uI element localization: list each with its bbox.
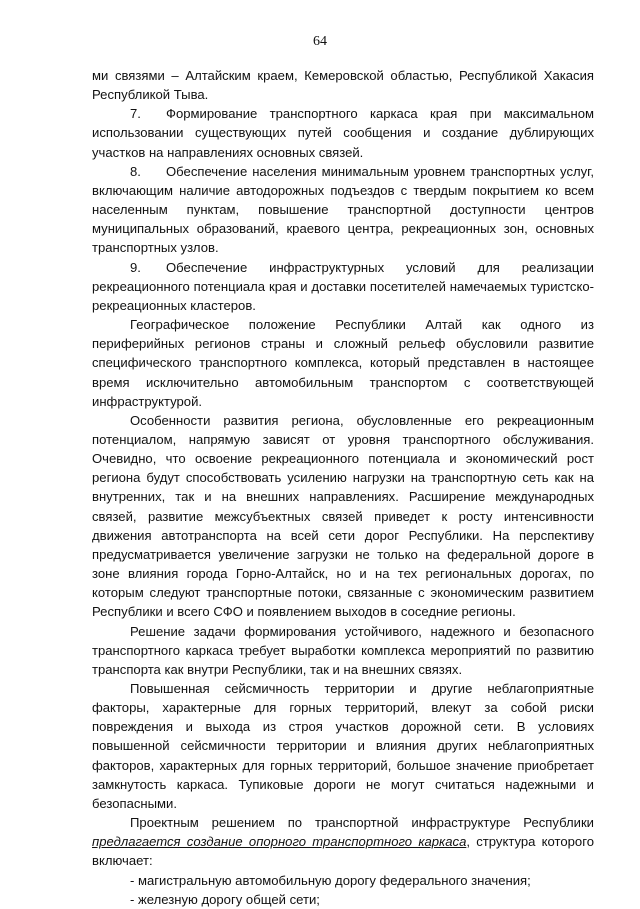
proposal-tail-text: , структура которого включает: (92, 834, 594, 869)
item-number: 7. (130, 106, 141, 122)
proposal-emphasis: предлагается создание опорного транспортного каркаса (92, 834, 467, 850)
item-text: Обеспечение населения минимальным уровнем транспортных услуг, включающим наличие автодорожных подъездов с твердым покрытием ко всем населенным пунктам, повышение транспортной доступности центров муниципальных образований, краевого центра, рекреационных зон, основных транспортных узлов. (92, 163, 594, 256)
item-text: Формирование транспортного каркаса края при максимальном использовании существующих путей сообщения и создание дублирующих участков на направлениях основных связей. (92, 106, 594, 160)
paragraph-development: Особенности развития региона, обусловленные его рекреационным потенциалом, напрямую зависят от уровня транспортного обслуживания. Очевидно, что освоение рекреационного потенциала и экономический рост региона будут способствовать усилению нагрузки на транспортную сеть как на внутренних, так и на внешних направлениях. Расширение международных связей, развитие межсубъектных связей приведет к росту интенсивности движения автотранспорта на всей сети дорог Республики. На перспективу предусматривается увеличение загрузки не только на федеральной дороге в зоне влияния города Горно-Алтайск, но и на тех региональных дорогах, по которым следуют транспортные потоки, связанные с экономическим развитием Республики и всего СФО и появлением выходов в соседние регионы. (92, 412, 594, 620)
proposal-lead-text: Проектным решением по транспортной инфраструктуре Республики (130, 815, 594, 831)
page-number: 64 (313, 34, 327, 49)
paragraph-task: Решение задачи формирования устойчивого, надежного и безопасного транспортного каркаса требует выработки комплекса мероприятий по развитию транспорта как внутри Республики, так и на внешних связях. (92, 623, 594, 677)
paragraph-geography: Географическое положение Республики Алтай как одного из периферийных регионов страны и сложный рельеф обусловили развитие специфического транспортного комплекса, который представлен в настоящее время исключительно автомобильным транспортом с соответствующей инфраструктурой. (92, 317, 594, 409)
paragraph-continuation: ми связями – Алтайским краем, Кемеровской областью, Республикой Хакасия Республикой Тыва. (92, 68, 594, 103)
numbered-paragraph-7 (92, 104, 594, 161)
numbered-paragraph-9 (92, 258, 594, 315)
item-text: Обеспечение инфраструктурных условий для реализации рекреационного потенциала края и доставки посетителей намечаемых туристско-рекреационных кластеров. (92, 259, 594, 313)
body-text (92, 66, 594, 909)
item-number: 9. (130, 259, 141, 275)
paragraph-seismicity: Повышенная сейсмичность территории и другие неблагоприятные факторы, характерные для горных территорий, влекут за собой риски повреждения и выхода из строя участков дорожной сети. В условиях повышенной сейсмичности территории и влияния других неблагоприятных факторов, характерных для горных территорий, большое значение приобретает замкнутость каркаса. Тупиковые дороги не могут считаться надежными и безопасными. (92, 681, 594, 811)
paragraph-proposal (92, 813, 594, 870)
list-item: - железную дорогу общей сети; (130, 891, 320, 907)
numbered-paragraph-8 (92, 162, 594, 258)
list-item: - магистральную автомобильную дорогу федерального значения; (130, 872, 531, 888)
item-number: 8. (130, 163, 141, 179)
